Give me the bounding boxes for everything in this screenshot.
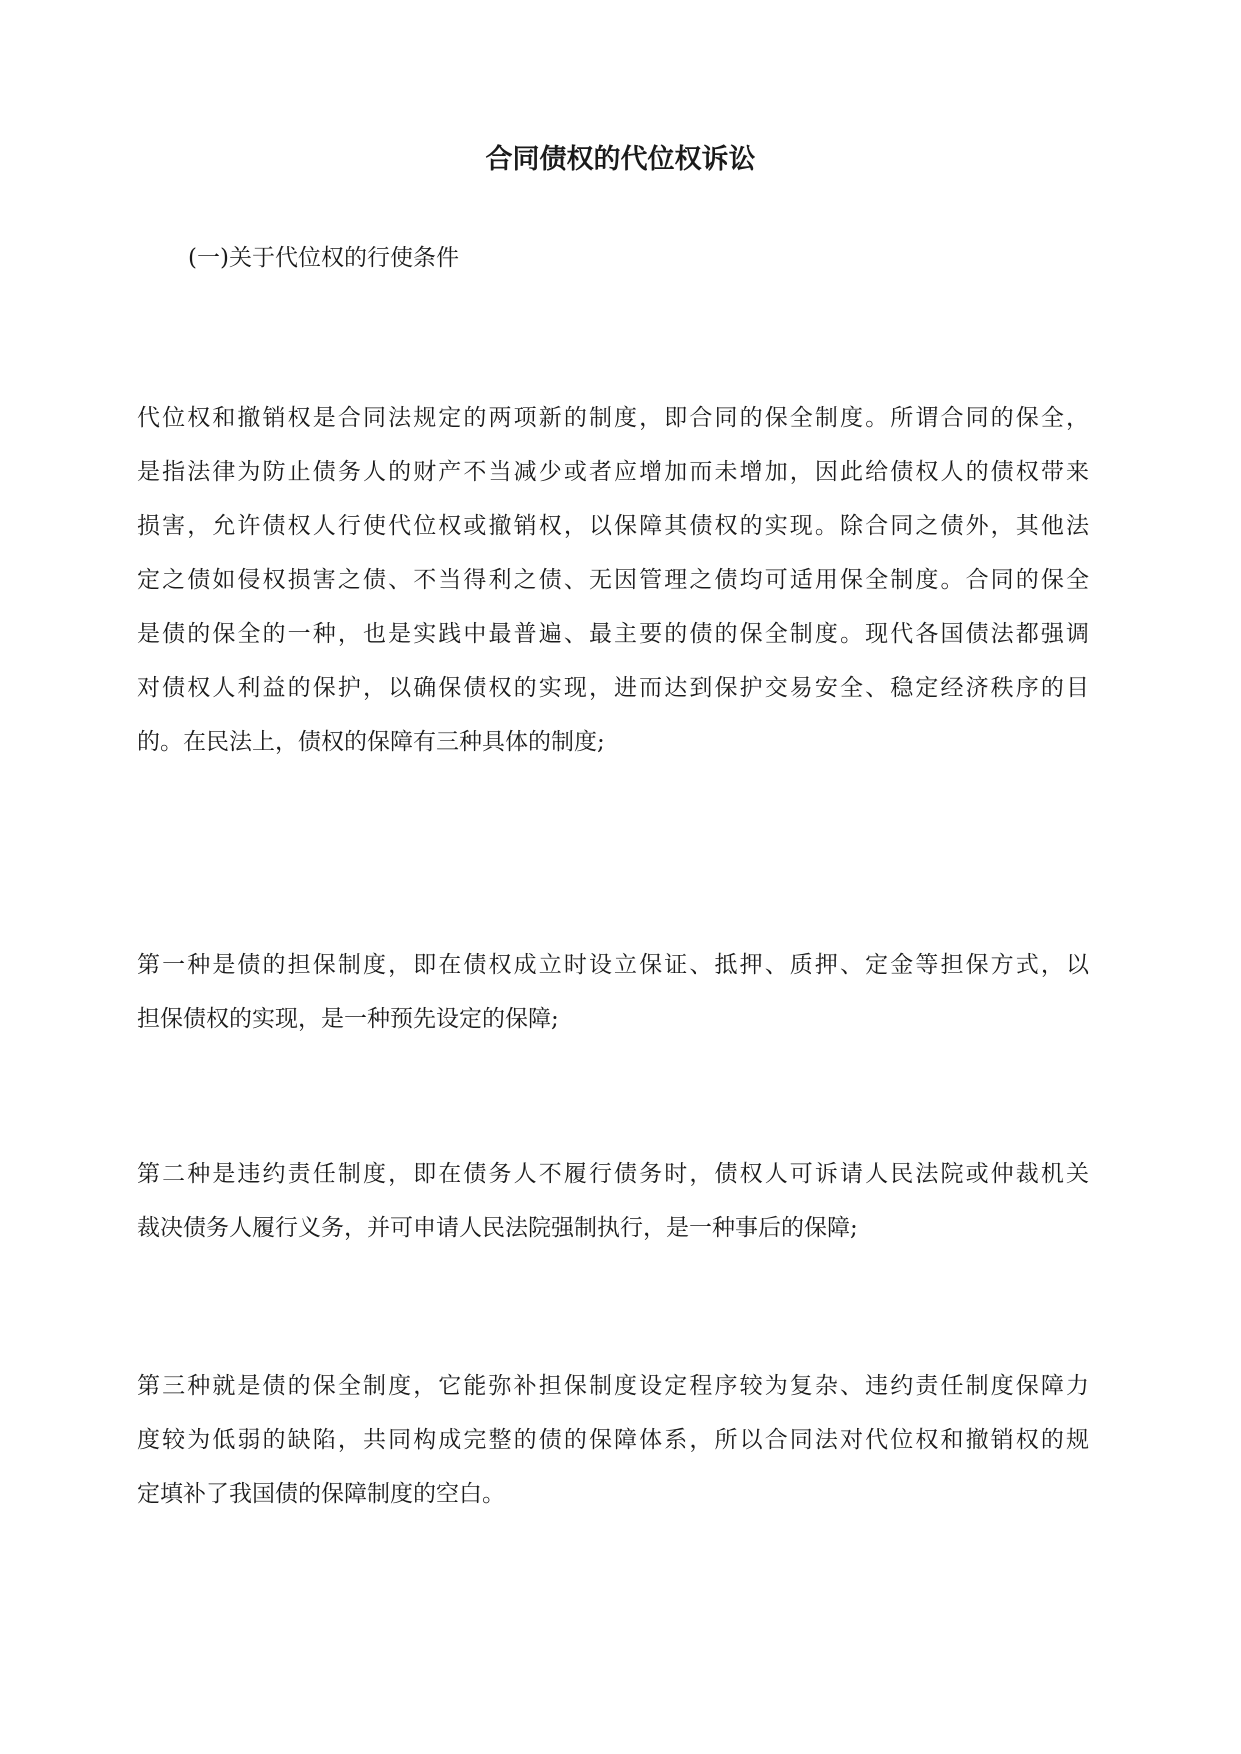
paragraph-line: 损害，允许债权人行使代位权或撤销权，以保障其债权的实现。除合同之债外，其他法 [137,513,1089,539]
paragraph-line: 代位权和撤销权是合同法规定的两项新的制度，即合同的保全制度。所谓合同的保全， [137,405,1089,431]
paragraph-line: 裁决债务人履行义务，并可申请人民法院强制执行，是一种事后的保障; [137,1215,858,1241]
paragraph-line: 第三种就是债的保全制度，它能弥补担保制度设定程序较为复杂、违约责任制度保障力 [137,1373,1089,1399]
paragraph-intro [137,391,1089,769]
paragraph-third-system [137,1359,1089,1521]
paragraph-line: 定之债如侵权损害之债、不当得利之债、无因管理之债均可适用保全制度。合同的保全 [137,567,1089,593]
paragraph-second-system [137,1147,1089,1255]
paragraph-line: 第一种是债的担保制度，即在债权成立时设立保证、抵押、质押、定金等担保方式，以 [137,952,1089,978]
paragraph-first-system [137,938,1089,1046]
paragraph-line: 对债权人利益的保护，以确保债权的实现，进而达到保护交易安全、稳定经济秩序的目 [137,675,1089,701]
paragraph-line: 是债的保全的一种，也是实践中最普遍、最主要的债的保全制度。现代各国债法都强调 [137,621,1089,647]
paragraph-line: 度较为低弱的缺陷，共同构成完整的债的保障体系，所以合同法对代位权和撤销权的规 [137,1427,1089,1453]
paragraph-line: 第二种是违约责任制度，即在债务人不履行债务时，债权人可诉请人民法院或仲裁机关 [137,1161,1089,1187]
section-heading: (一)关于代位权的行使条件 [188,245,459,271]
paragraph-line: 是指法律为防止债务人的财产不当减少或者应增加而未增加，因此给债权人的债权带来 [137,459,1089,485]
paragraph-line: 担保债权的实现，是一种预先设定的保障; [137,1006,559,1032]
paragraph-line: 定填补了我国债的保障制度的空白。 [137,1481,505,1507]
document-title: 合同债权的代位权诉讼 [485,144,756,175]
paragraph-line: 的。在民法上，债权的保障有三种具体的制度; [137,729,605,755]
